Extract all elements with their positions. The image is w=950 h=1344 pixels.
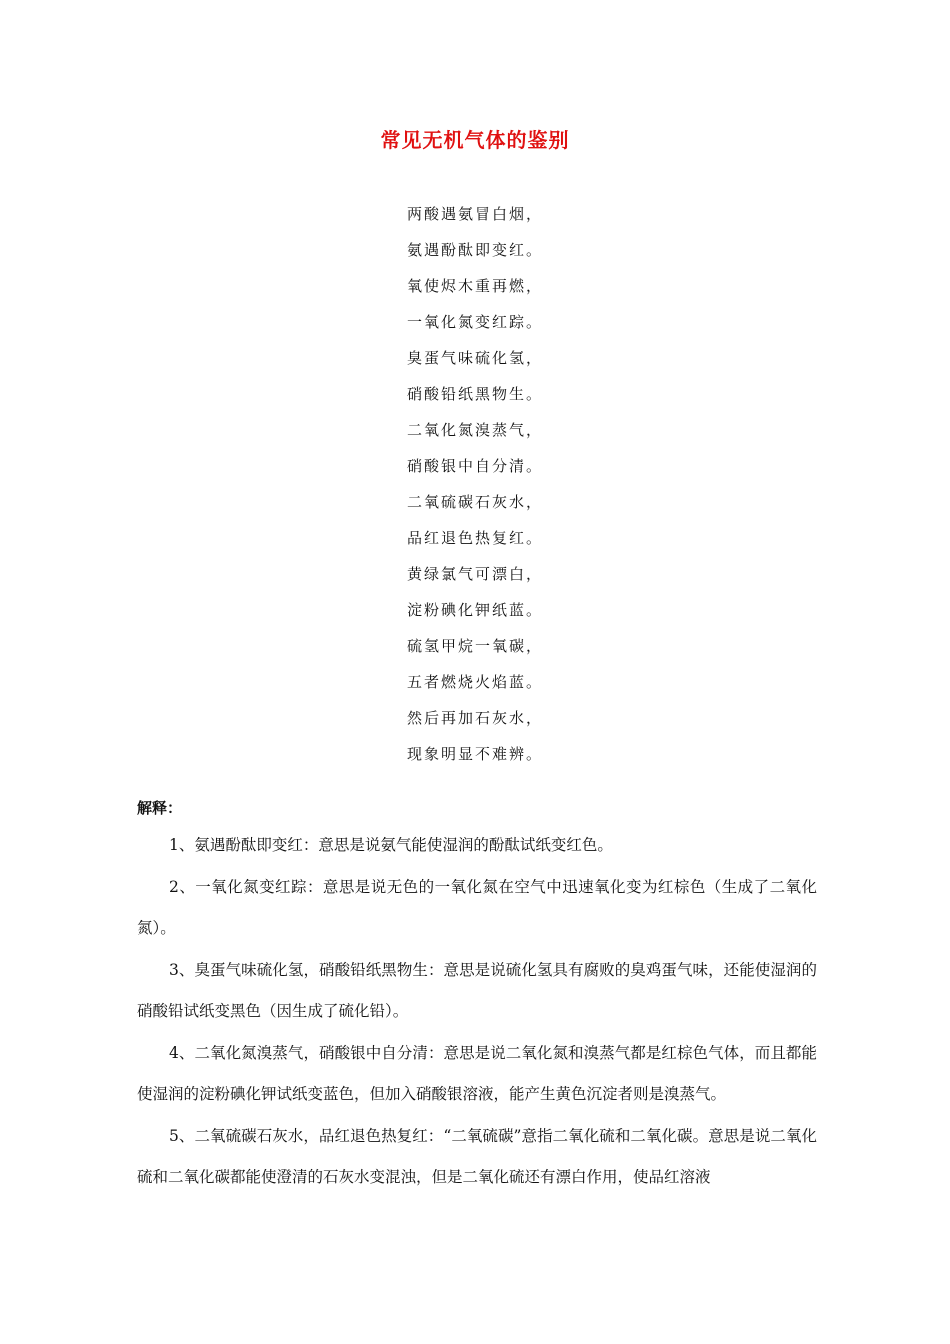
- explanation-item: 1、氨遇酚酞即变红：意思是说氨气能使湿润的酚酞试纸变红色。: [169, 836, 613, 854]
- poem-line: 硝酸铅纸黑物生。: [406, 385, 543, 403]
- poem-line: 两酸遇氨冒白烟，: [406, 205, 543, 223]
- poem-line: 氨遇酚酞即变红。: [406, 241, 543, 259]
- poem-line: 品红退色热复红。: [406, 529, 543, 547]
- poem-line: 淀粉碘化钾纸蓝。: [406, 601, 543, 619]
- explanation-section: [137, 795, 817, 1199]
- poem-line: 二氧化氮溴蒸气，: [406, 421, 543, 439]
- poem-line: 然后再加石灰水，: [406, 709, 543, 727]
- poem-line: 氧使烬木重再燃，: [406, 277, 543, 295]
- poem-line: 黄绿氯气可漂白，: [406, 565, 543, 583]
- explanation-item: 2、一氧化氮变红踪：意思是说无色的一氧化氮在空气中迅速氧化变为红棕色（生成了二氧化氮）。: [137, 877, 817, 937]
- poem-line: 硫氢甲烷一氧碳，: [406, 637, 543, 655]
- document-title: 常见无机气体的鉴别: [380, 128, 570, 152]
- poem-line: 臭蛋气味硫化氢，: [406, 349, 543, 367]
- poem-line: 二氧硫碳石灰水，: [406, 493, 543, 511]
- poem: [0, 196, 950, 772]
- poem-line: 五者燃烧火焰蓝。: [406, 673, 543, 691]
- explanation-item: 3、臭蛋气味硫化氢，硝酸铅纸黑物生：意思是说硫化氢具有腐败的臭鸡蛋气味，还能使湿润的硝酸铅试纸变黑色（因生成了硫化铅）。: [137, 960, 817, 1020]
- explanation-item: 5、二氧硫碳石灰水，品红退色热复红：“二氧硫碳”意指二氧化硫和二氧化碳。意思是说二氧化硫和二氧化碳都能使澄清的石灰水变混浊，但是二氧化硫还有漂白作用，使品红溶液: [137, 1126, 817, 1186]
- explanation-heading: 解释：: [137, 799, 183, 817]
- poem-line: 现象明显不难辨。: [406, 745, 543, 763]
- explanation-item: 4、二氧化氮溴蒸气，硝酸银中自分清：意思是说二氧化氮和溴蒸气都是红棕色气体，而且都能使湿润的淀粉碘化钾试纸变蓝色，但加入硝酸银溶液，能产生黄色沉淀者则是溴蒸气。: [137, 1043, 817, 1103]
- poem-line: 一氧化氮变红踪。: [406, 313, 543, 331]
- poem-line: 硝酸银中自分清。: [406, 457, 543, 475]
